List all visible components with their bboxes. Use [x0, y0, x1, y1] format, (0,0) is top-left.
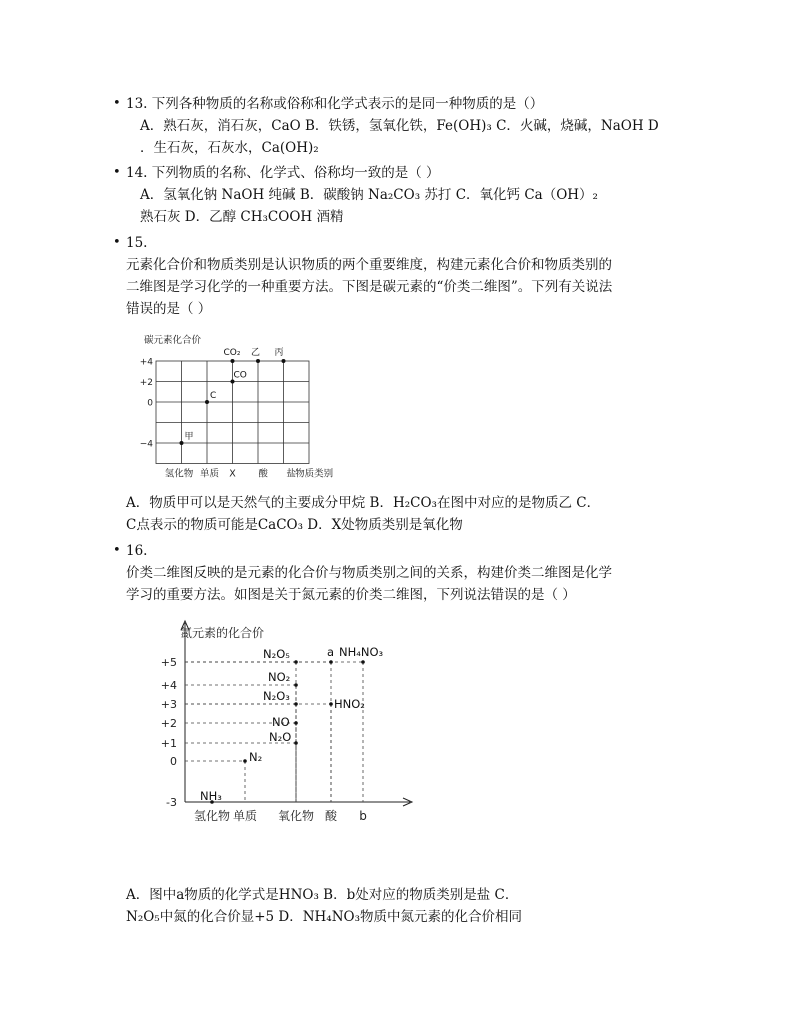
question-stem: 二维图是学习化学的一种重要方法。下图是碳元素的“价类二维图”。下列有关说法	[126, 279, 613, 295]
options-line: A．物质甲可以是天然气的主要成分甲烷 B．H₂CO₃在图中对应的是物质乙 C．	[126, 495, 601, 511]
bullet: •	[113, 235, 121, 250]
x-tick-label: X	[229, 468, 236, 480]
x-tick-label: 氢化物	[164, 468, 194, 480]
bullet: •	[113, 543, 121, 558]
point-label: N₂O₅	[263, 647, 290, 661]
point-label: NH₃	[200, 789, 222, 803]
y-tick-label: +2	[160, 717, 177, 730]
options-line: ．生石灰，石灰水，Ca(OH)₂	[140, 140, 319, 156]
options-line: A．图中a物质的化学式是HNO₃ B．b处对应的物质类别是盐 C．	[126, 887, 519, 903]
question-15	[113, 232, 706, 320]
question-stem: 14. 下列物质的名称、化学式、俗称均一致的是（ ）	[126, 165, 440, 181]
data-point	[329, 702, 333, 706]
point-label: a	[327, 645, 335, 659]
y-tick-label: −4	[139, 439, 153, 450]
point-label: N₂O	[269, 730, 292, 744]
y-tick-label: 0	[147, 398, 153, 409]
point-label: 乙	[251, 348, 261, 358]
y-tick-label: +3	[160, 698, 177, 711]
question-number: 15.	[126, 235, 148, 251]
point-label: CO₂	[223, 348, 241, 358]
options-line: C点表示的物质可能是CaCO₃ D．X处物质类别是氧化物	[126, 517, 463, 533]
options-line: N₂O₅中氮的化合价显+5 D．NH₄NO₃物质中氮元素的化合价相同	[126, 909, 523, 925]
data-point	[294, 721, 298, 725]
question-stem: 13. 下列各种物质的名称或俗称和化学式表示的是同一种物质的是（）	[126, 96, 544, 112]
x-axis-label: 物质类别	[295, 468, 334, 480]
options-line: A．熟石灰，消石灰，CaO B．铁锈，氢氧化铁，Fe(OH)₃ C．火碱，烧碱，NaOH D	[140, 118, 659, 134]
point-label: NO₂	[268, 670, 291, 684]
question-14	[113, 162, 706, 228]
data-point	[361, 660, 365, 664]
point-label: NH₄NO₃	[339, 645, 384, 659]
bullet: •	[113, 165, 121, 180]
y-tick-label: +4	[139, 357, 153, 368]
data-point	[282, 359, 286, 363]
point-label: C	[210, 391, 217, 401]
y-axis-label: 氮元素的化合价	[180, 626, 265, 640]
options-line: 熟石灰 D．乙醇 CH₃COOH 酒精	[140, 209, 344, 225]
y-axis-label: 碳元素化合价	[144, 335, 202, 346]
data-point	[256, 359, 260, 363]
point-label: NO	[272, 715, 290, 729]
data-point	[294, 660, 298, 664]
question-number: 16.	[126, 543, 148, 559]
options-line: A．氢氧化钠 NaOH 纯碱 B．碳酸钠 Na₂CO₃ 苏打 C．氧化钙 Ca（OH）₂	[140, 187, 598, 203]
point-label: N₂O₃	[263, 689, 290, 703]
y-tick-label: +1	[160, 737, 177, 750]
question-16	[113, 540, 706, 606]
data-point	[294, 702, 298, 706]
x-tick-label: b	[359, 809, 367, 823]
point-label: HNO₂	[334, 697, 365, 711]
x-tick-label: 单质	[232, 809, 258, 823]
question-15-options	[126, 492, 706, 536]
bullet: •	[113, 96, 121, 111]
question-13	[113, 93, 706, 159]
question-stem: 价类二维图反映的是元素的化合价与物质类别之间的关系，构建价类二维图是化学	[126, 565, 612, 581]
data-point	[294, 683, 298, 687]
data-point	[205, 400, 209, 404]
nitrogen-valence-chart	[160, 615, 430, 835]
point-label: 甲	[184, 432, 194, 442]
data-point	[329, 660, 333, 664]
x-tick-label: 盐	[286, 468, 296, 480]
x-tick-label: 酸	[324, 809, 338, 823]
data-point	[180, 441, 184, 445]
y-tick-label: -3	[166, 796, 177, 809]
carbon-valence-chart	[138, 332, 358, 482]
question-stem: 元素化合价和物质类别是认识物质的两个重要维度，构建元素化合价和物质类别的	[126, 257, 612, 273]
y-tick-label: +5	[160, 656, 177, 669]
data-point	[231, 359, 235, 363]
question-stem: 学习的重要方法。如图是关于氮元素的价类二维图，下列说法错误的是（ ）	[126, 587, 576, 603]
y-tick-label: +4	[160, 679, 177, 692]
question-16-options	[126, 884, 706, 928]
y-tick-label: 0	[170, 755, 177, 768]
x-tick-label: 氢化物	[193, 809, 231, 823]
point-label: N₂	[249, 750, 263, 764]
x-tick-label: 氧化物	[277, 809, 315, 823]
x-tick-label: 酸	[258, 468, 268, 480]
question-stem: 错误的是（ ）	[126, 301, 212, 317]
data-point	[294, 741, 298, 745]
data-point	[243, 759, 247, 763]
point-label: CO	[233, 370, 247, 381]
y-tick-label: +2	[139, 378, 153, 388]
point-label: 丙	[274, 348, 284, 358]
x-tick-label: 单质	[200, 468, 220, 480]
